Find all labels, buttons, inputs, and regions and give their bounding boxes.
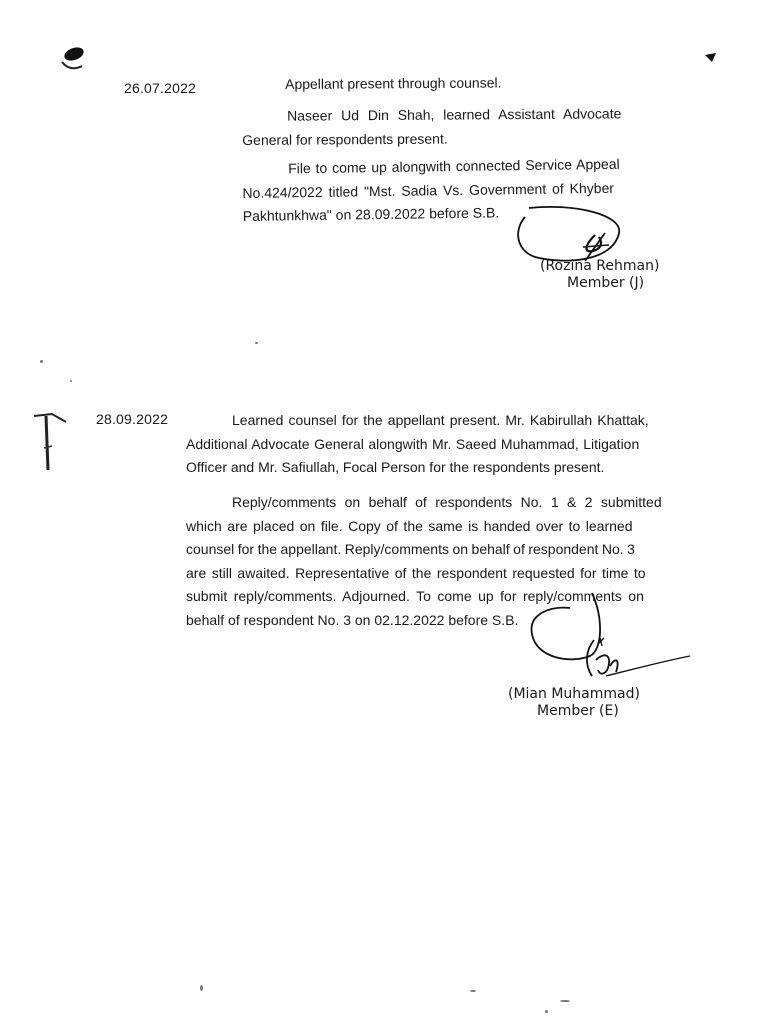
text-line: File to come up alongwith connected Service Appeal (288, 155, 620, 177)
text-line: Appellant present through counsel. (285, 74, 502, 92)
text-line: are still awaited. Representative of the respondent requested for time to (186, 564, 646, 581)
entry-date-2: 28.09.2022 (96, 411, 169, 427)
entry-date-1: 26.07.2022 (124, 80, 197, 96)
entry-1-paragraph-2 (242, 102, 656, 152)
text-line: Additional Advocate General alongwith Mr. Saeed Muhammad, Litigation (186, 435, 640, 452)
text-line: No.424/2022 titled "Mst. Sadia Vs. Government of Khyber (242, 179, 615, 201)
text-line: Officer and Mr. Safiullah, Focal Person for the respondents present. (186, 459, 605, 475)
text-line: Learned counsel for the appellant present. Mr. Kabirullah Khattak, (232, 412, 649, 428)
text-line: Reply/comments on behalf of respondents No. 1 & 2 submitted (232, 494, 662, 510)
signatory-name-2: (Mian Muhammad) (508, 686, 640, 702)
signatory-role-2: Member (E) (537, 703, 619, 719)
text-line: General for respondents present. (242, 130, 448, 148)
signatory-role-1: Member (J) (567, 275, 645, 291)
text-line: counsel for the appellant. Reply/comments on behalf of respondent No. 3 (186, 541, 635, 557)
handwritten-signature-2 (520, 590, 695, 690)
margin-staple-mark (30, 408, 70, 478)
text-line: which are placed on file. Copy of the same is handed over to learned (186, 517, 633, 534)
entry-1-paragraph-1 (285, 70, 685, 96)
text-line: behalf of respondent No. 3 on 02.12.2022 before S.B. (186, 611, 519, 628)
entry-2-paragraph-1 (186, 409, 697, 480)
text-line: submit reply/comments. Adjourned. To come up for reply/comments on (186, 588, 644, 604)
punch-hole-mark (58, 44, 98, 74)
ink-blot-mark (704, 52, 718, 64)
text-line: Naseer Ud Din Shah, learned Assistant Advocate (287, 105, 622, 124)
text-line: Pakhtunkhwa" on 28.09.2022 before S.B. (242, 204, 500, 224)
signatory-name-1: (Rozina Rehman) (540, 258, 660, 274)
